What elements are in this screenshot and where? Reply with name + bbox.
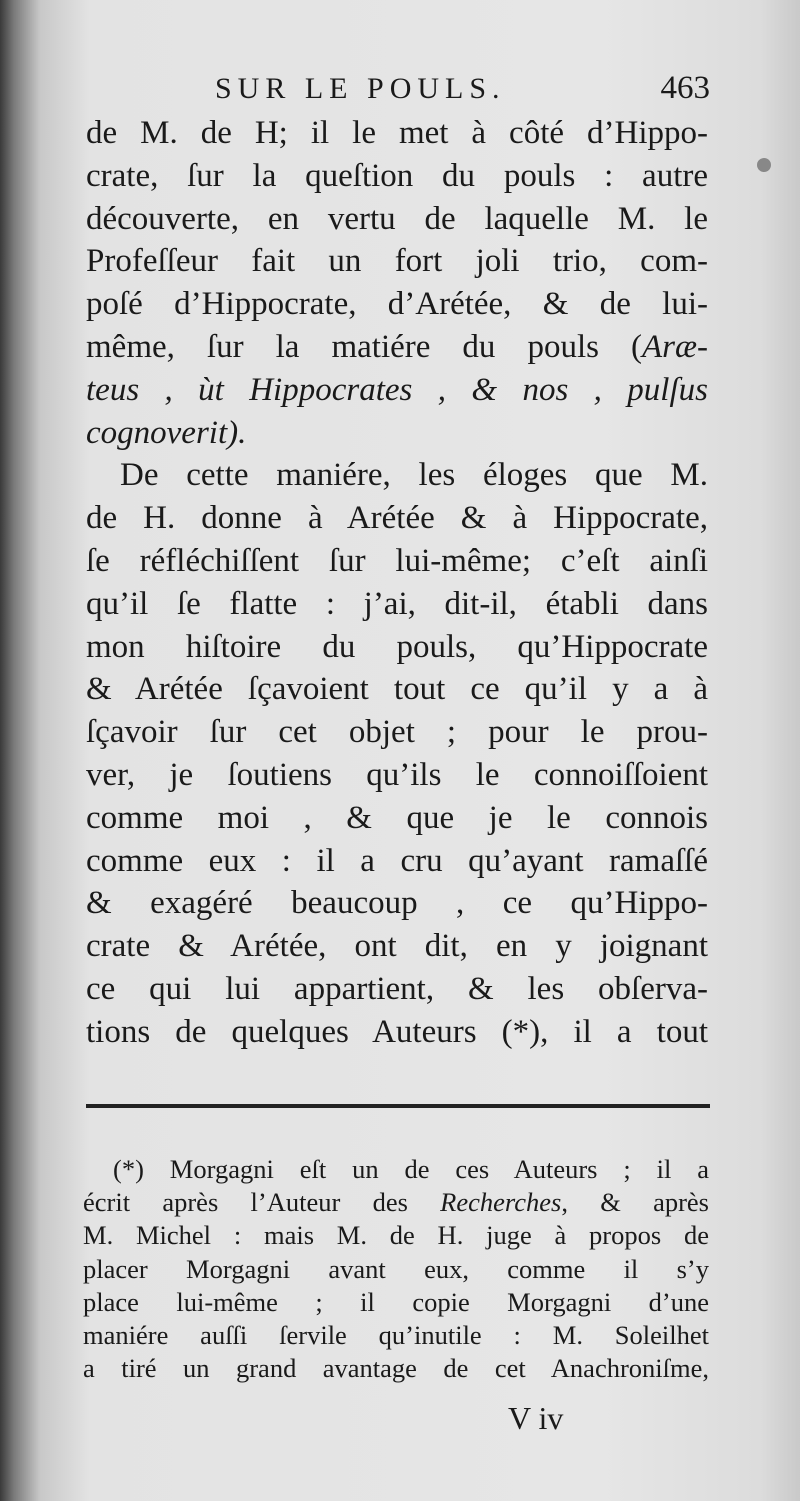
text-line: comme eux : il a cru qu’ayant ramaſſé [86,842,708,879]
footnote-line: M. Michel : mais M. de H. juge à propos de [83,1220,709,1251]
signature-mark: V iv [508,1400,564,1436]
footnote-line: (*) Morgagni eſt un de ces Auteurs ; il a [113,1154,709,1184]
footnote-rule [86,1104,710,1108]
text-line-latin: teus , ùt Hippocrates , & nos , pulſus [86,371,708,408]
text-line: Profeſſeur fait un fort joli trio, com- [86,243,708,280]
text-line-roman: même, ſur la matiére du pouls ( [86,328,642,365]
text-line: & Arétée ſçavoient tout ce qu’il y a à [86,671,708,708]
footnote-line-italic: Recherches [440,1187,562,1218]
footnote-line: place lui-même ; il copie Morgagni d’une [83,1286,709,1317]
footnote-line: maniére auſſi ſervile qu’inutile : M. Soleilhet [83,1319,709,1350]
text-line: & exagéré beaucoup , ce qu’Hippo- [86,885,708,922]
text-line: de H. donne à Arétée & à Hippocrate, [86,500,708,537]
footnote-line: a tiré un grand avantage de cet Anachroniſme, [83,1353,709,1384]
text-line: ſe réfléchiſſent ſur lui-même; c’eſt ainſi [86,542,708,579]
footnote-line-roman: écrit après l’Auteur des [83,1187,441,1218]
paper-speck [757,158,771,172]
footnote-line: placer Morgagni avant eux, comme il s’y [83,1253,709,1284]
page-number: 463 [660,70,710,106]
text-line: poſé d’Hippocrate, d’Arétée, & de lui- [86,286,708,323]
footnote [83,1153,709,1385]
text-line: tions de quelques Auteurs (*), il a tout [86,1013,708,1050]
text-line-italic: Aræ- [642,328,708,365]
running-head [215,70,715,110]
footnote-line [83,1186,709,1219]
text-line-end [86,412,708,455]
text-line: ver, je ſoutiens qu’ils le connoiſſoient [86,756,708,793]
paragraph-start: De cette maniére, les éloges que M. [120,457,708,494]
text-line: ce qui lui appartient, & les obſerva- [86,970,708,1007]
text-line: qu’il ſe flatte : j’ai, dit-il, établi dans [86,585,708,622]
text-line: ſçavoir ſur cet objet ; pour le prou- [86,714,708,751]
text-line: crate, ſur la queſtion du pouls : autre [86,157,708,194]
text-line: découverte, en vertu de laquelle M. le [86,200,708,237]
text-line: crate & Arétée, ont dit, en y joignant [86,928,708,965]
footnote-line-tail: , & après [561,1187,709,1218]
main-text [86,112,708,1054]
text-line: mon hiſtoire du pouls, qu’Hippocrate [86,628,708,665]
text-line [86,326,708,369]
text-line-latin: cognoverit). [86,414,247,451]
text-line: de M. de H; il le met à côté d’Hippo- [86,115,708,151]
running-title: SUR LE POULS. [215,72,506,105]
text-line: comme moi , & que je le connois [86,799,708,836]
